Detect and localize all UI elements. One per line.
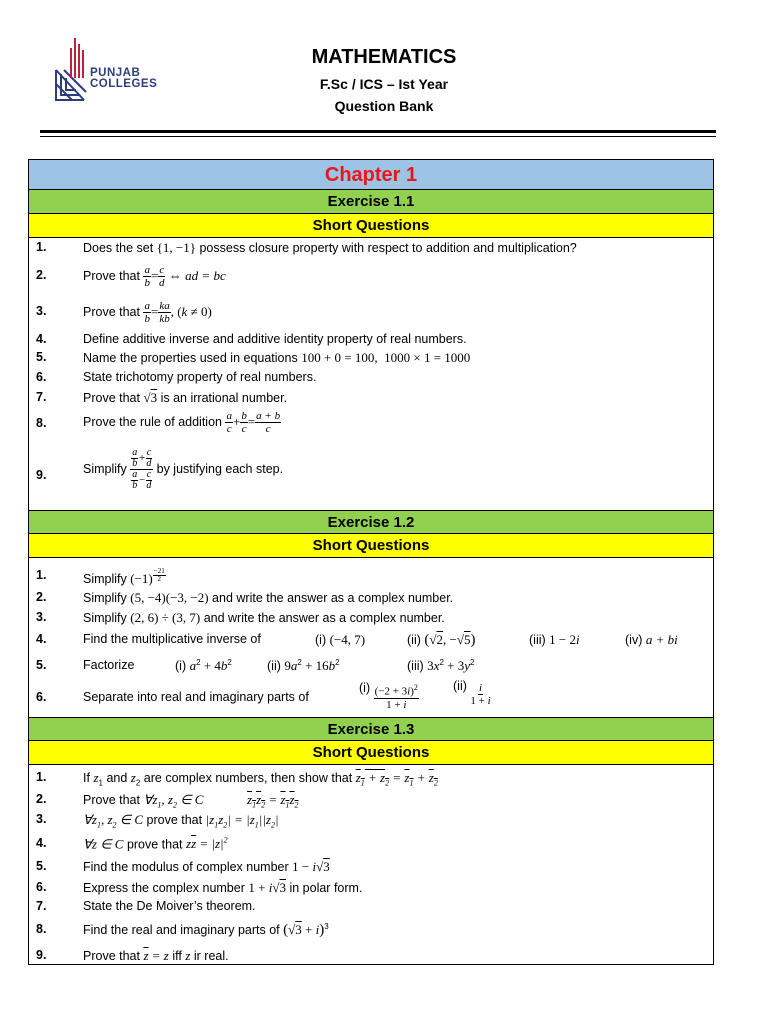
question-text: Prove that $\forall z_1$, $z_2$ ∈ C — [83, 792, 204, 810]
exercise-heading: Exercise 1.1 — [29, 190, 713, 214]
question-text: Simplify (−1) $^{\frac{-21}{2}}$ — [83, 567, 165, 586]
exercise-heading: Exercise 1.2 — [29, 510, 713, 534]
question-text: Prove the rule of addition $\frac{a}{c}$ + $\frac{b}{c}$ = $\frac{a + b}{c}$ — [83, 410, 281, 435]
part-label: (ii) $9a^2 + 16b^2$ — [267, 658, 340, 674]
part-label: (ii) (√2, −√5) — [407, 632, 476, 648]
question-number: 9. — [36, 948, 47, 962]
part-label: (iii) 1 − 2i — [529, 632, 580, 647]
question-number: 5. — [36, 350, 47, 364]
page-title: MATHEMATICS — [311, 46, 457, 68]
question-number: 4. — [36, 632, 47, 646]
question-text: Prove that √3 is an irrational number. — [83, 390, 288, 405]
question-text: If $z_1$ and $z_2$ are complex numbers, then show that $z_1 + z_2 = z_1 + z_2$ — [83, 770, 438, 788]
question-text: Find the real and imaginary parts of $(√3 + i)^3$ — [83, 922, 329, 939]
question-text: Does the set {1, −1} possess closure property with respect to addition and multiplication? — [83, 240, 577, 255]
question-number: 1. — [36, 568, 47, 582]
question-text: Find the multiplicative inverse of — [83, 632, 261, 646]
question-text: ∀z ∈ C prove that $z\overline{z} = |z|^2$ — [83, 836, 228, 852]
question-number: 8. — [36, 416, 47, 430]
page-subtitle-2: Question Bank — [334, 98, 434, 114]
question-text: Factorize — [83, 658, 135, 672]
chapter-heading: Chapter 1 — [29, 160, 713, 190]
question-number: 4. — [36, 836, 47, 850]
question-text: $\forall z_1$, $z_2$ ∈ C prove that $|z_1z_2| = |z_1||z_2|$ — [83, 812, 279, 830]
question-text: State the De Moiver’s theorem. — [83, 899, 256, 913]
question-number: 3. — [36, 812, 47, 826]
question-number: 7. — [36, 390, 47, 404]
question-number: 6. — [36, 880, 47, 894]
question-sheet — [28, 159, 714, 965]
part-label: (ii) $\frac{i}{1 + i}$ — [453, 678, 491, 707]
part-label: (iii) $3x^2 + 3y^2$ — [407, 658, 475, 674]
page-subtitle: F.Sc / ICS – Ist Year — [319, 76, 449, 92]
question-number: 5. — [36, 658, 47, 672]
question-text: Define additive inverse and additive identity property of real numbers. — [83, 332, 467, 346]
part-label: (i) (−4, 7) — [315, 632, 366, 647]
question-text: Name the properties used in equations 100 + 0 = 100, 1000 × 1 = 1000 — [83, 350, 471, 365]
question-text: Simplify (5, −4)(−3, −2) and write the answer as a complex number. — [83, 590, 454, 605]
part-label: (i) $\frac{(-2 + 3i)^2}{1 + i}$ — [359, 680, 418, 711]
logo-text-colleges: COLLEGES — [90, 78, 158, 90]
question-number: 2. — [36, 792, 47, 806]
question-number: 2. — [36, 268, 47, 282]
question-text: Prove that $\frac{a}{b}$ = $\frac{ka}{kb}$ , (k ≠ 0) — [83, 300, 212, 325]
question-number: 4. — [36, 332, 47, 346]
short-questions-heading: Short Questions — [29, 741, 713, 765]
question-text: Prove that $\frac{a}{b}$ = $\frac{c}{d}$ ⇔ ad = bc — [83, 264, 226, 289]
question-text: Prove that $\overline{z} = z$ iff z ir real. — [83, 948, 229, 963]
header-rule-thin — [40, 136, 716, 137]
question-text: Express the complex number 1 + i√3 in polar form. — [83, 880, 363, 895]
question-number: 3. — [36, 304, 47, 318]
question-text: Simplify (2, 6) ÷ (3, 7) and write the answer as a complex number. — [83, 610, 445, 625]
question-number: 5. — [36, 859, 47, 873]
short-questions-heading: Short Questions — [29, 534, 713, 558]
question-number: 9. — [36, 468, 47, 482]
part-label: (i) $a^2 + 4b^2$ — [175, 658, 232, 674]
header-rule-thick — [40, 130, 716, 133]
question-number: 2. — [36, 590, 47, 604]
question-number: 1. — [36, 240, 47, 254]
question-number: 6. — [36, 370, 47, 384]
part-label: (iv) a + bi — [625, 632, 678, 647]
question-text: State trichotomy property of real numbers. — [83, 370, 317, 384]
question-number: 1. — [36, 770, 47, 784]
question-number: 3. — [36, 610, 47, 624]
question-text: Simplify $\frac{a}{b}$ + $\frac{c}{d}$ $\frac{a}{b}$ − $\frac{c}{d}$ by justifying each step. — [83, 447, 284, 491]
short-questions-heading: Short Questions — [29, 214, 713, 238]
identity-expression: $z_1z_2 = z_1z_2$ — [247, 792, 299, 810]
question-number: 7. — [36, 899, 47, 913]
question-number: 8. — [36, 922, 47, 936]
question-text: Find the modulus of complex number 1 − i√3 — [83, 859, 330, 874]
question-text: Separate into real and imaginary parts of — [83, 690, 309, 704]
logo-text-punjab: PUNJAB — [90, 67, 141, 79]
question-number: 6. — [36, 690, 47, 704]
exercise-heading: Exercise 1.3 — [29, 717, 713, 741]
